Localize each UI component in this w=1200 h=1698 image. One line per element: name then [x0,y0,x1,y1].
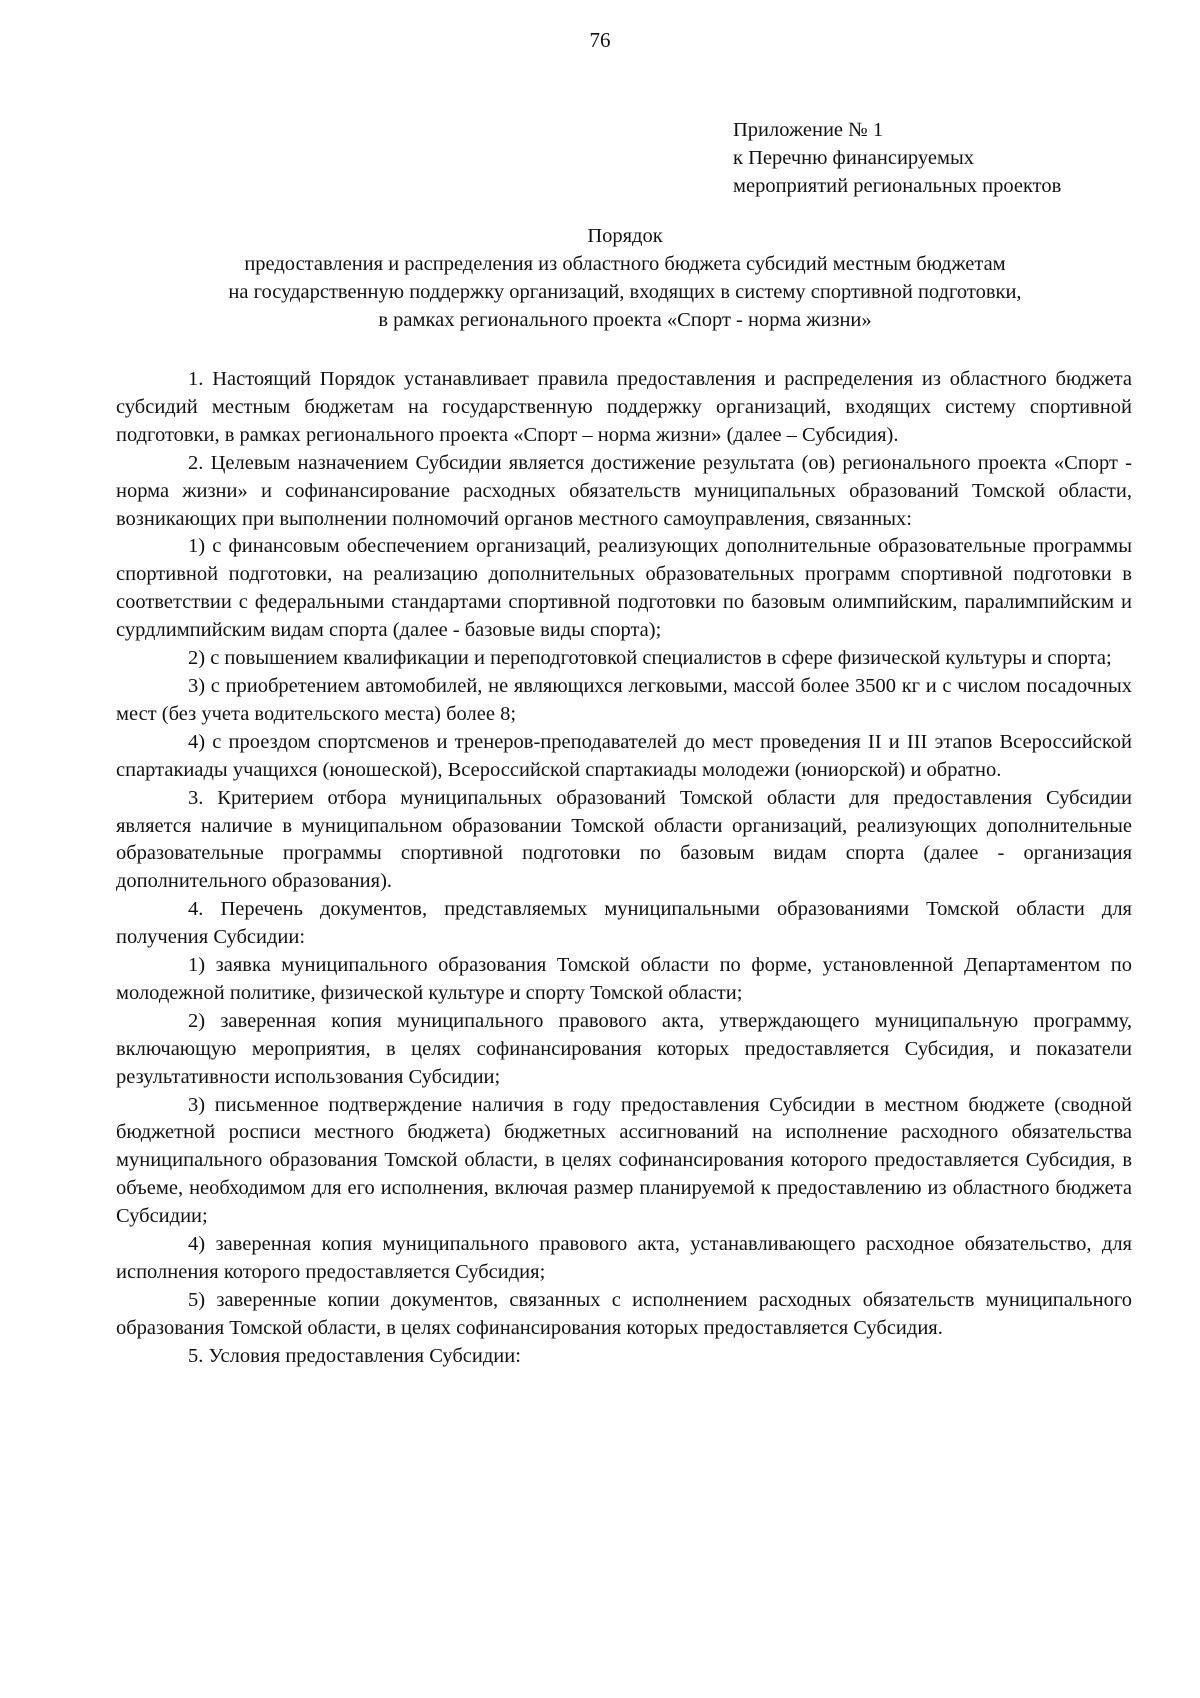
title-line: предоставления и распределения из областного бюджета субсидий местным бюджетам [244,253,1006,275]
title-heading: Порядок [587,225,663,247]
paragraph: 2) с повышением квалификации и переподготовкой специалистов в сфере физической культуры и спорта; [188,647,1112,670]
title-line: в рамках регионального проекта «Спорт - норма жизни» [378,309,872,331]
paragraph: 1. Настоящий Порядок устанавливает правила предоставления и распределения из областного бюджета субсидий местным бюджетам на государственную поддержку организаций, входящих систему спортивной подготовки, в рамках регионального проекта «Спорт – норма жизни» (далее – Субсидия). [116,368,1132,446]
paragraph: 3) письменное подтверждение наличия в году предоставления Субсидии в местном бюджете (сводной бюджетной росписи местного бюджета) бюджетных ассигнований на исполнение расходного обязательства муниципального образования Томской области, в целях софинансирования которого предоставляется Субсидия, в объеме, необходимом для его исполнения, включая размер планируемой к предоставлению из областного бюджета Субсидии; [116,1093,1132,1228]
paragraph: 3. Критерием отбора муниципальных образований Томской области для предоставления Субсидии является наличие в муниципальном образовании Томской области организаций, реализующих дополнительные образовательные программы спортивной подготовки по базовым видам спорта (далее - организация дополнительного образования). [116,786,1132,893]
paragraph: 4. Перечень документов, представляемых муниципальными образованиями Томской области для получения Субсидии: [116,898,1132,949]
paragraph: 1) заявка муниципального образования Томской области по форме, установленной Департаментом по молодежной политике, физической культуре и спорту Томской области; [116,954,1132,1004]
document-title [100,222,1150,334]
appendix-line: к Перечню финансируемых [733,147,974,169]
appendix-line: Приложение № 1 [733,119,884,141]
page-number: 76 [589,28,611,52]
paragraph: 5. Условия предоставления Субсидии: [188,1344,521,1367]
document-body [116,366,1132,1371]
paragraph: 3) с приобретением автомобилей, не являющихся легковыми, массой более 3500 кг и с числом посадочных мест (без учета водительского места) более 8; [116,674,1132,725]
title-line: на государственную поддержку организаций, входящих в систему спортивной подготовки, [228,281,1022,303]
paragraph: 2) заверенная копия муниципального правового акта, утверждающего муниципальную программу, включающую мероприятия, в целях софинансирования которых предоставляется Субсидия, и показатели результативности использования Субсидии; [116,1009,1132,1088]
appendix-reference [733,116,1153,200]
paragraph: 2. Целевым назначением Субсидии является достижение результата (ов) регионального проекта «Спорт - норма жизни» и софинансирование расходных обязательств муниципальных образований Томской области, возникающих при выполнении полномочий органов местного самоуправления, связанных: [116,451,1132,530]
paragraph: 4) заверенная копия муниципального правового акта, устанавливающего расходное обязательство, для исполнения которого предоставляется Субсидия; [116,1233,1132,1283]
paragraph: 5) заверенные копии документов, связанных с исполнением расходных обязательств муниципального образования Томской области, в целях софинансирования которых предоставляется Субсидия. [116,1288,1132,1339]
appendix-line: мероприятий региональных проектов [733,175,1062,197]
paragraph: 1) с финансовым обеспечением организаций, реализующих дополнительные образовательные программы спортивной подготовки, на реализацию дополнительных образовательных программ спортивной подготовки в соответствии с федеральными стандартами спортивной подготовки по базовым олимпийским, паралимпийским и сурдлимпийским видам спорта (далее - базовые виды спорта); [116,535,1132,642]
paragraph: 4) с проездом спортсменов и тренеров-преподавателей до мест проведения II и III этапов Всероссийской спартакиады учащихся (юношеской), Всероссийской спартакиады молодежи (юниорской) и обратно. [116,730,1132,781]
